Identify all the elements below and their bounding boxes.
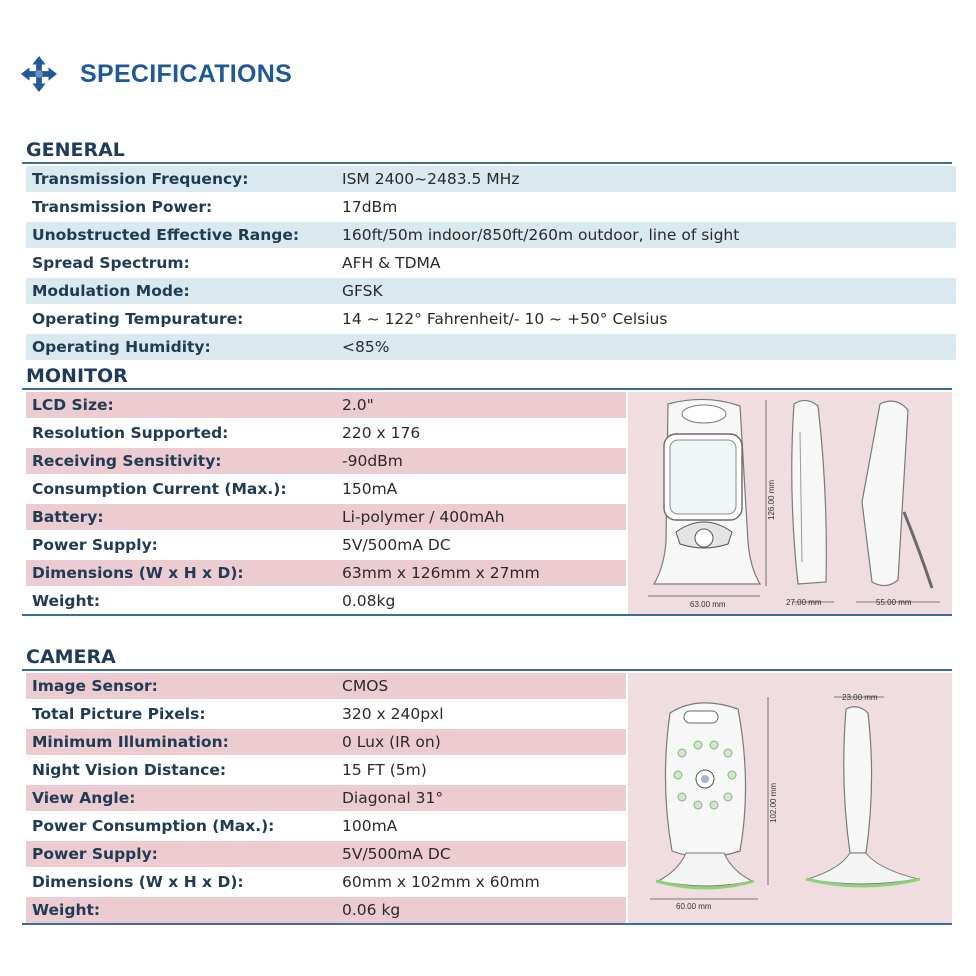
table-row: Resolution Supported: 220 x 176 (32, 424, 421, 442)
table-row: Unobstructed Effective Range: 160ft/50m indoor/850ft/260m outdoor, line of sight (26, 222, 956, 248)
cam-dim-depth-label: 23.00 mm (842, 693, 878, 702)
table-row: Power Supply: 5V/500mA DC (26, 841, 626, 867)
table-row: Power Consumption (Max.): 100mA (32, 817, 398, 835)
dim-stand-label: 55.00 mm (876, 598, 912, 607)
cam-dim-width-label: 60.00 mm (676, 902, 712, 911)
table-row: Power Supply: 5V/500mA DC (32, 536, 451, 554)
table-row: Modulation Mode: GFSK (26, 278, 956, 304)
table-row: Total Picture Pixels: 320 x 240pxl (32, 705, 444, 723)
monitor-drawing-panel (628, 392, 952, 614)
table-row: Operating Tempurature: 14 ~ 122° Fahrenheit/- 10 ~ +50° Celsius (32, 310, 668, 328)
section-heading-monitor: MONITOR (26, 365, 128, 387)
table-row: View Angle: Diagonal 31° (26, 785, 626, 811)
table-row: Dimensions (W x H x D): 60mm x 102mm x 60mm (32, 873, 540, 891)
monitor-front-view (648, 399, 766, 596)
monitor-stand-view (856, 401, 940, 602)
camera-side-view (806, 697, 920, 886)
camera-drawing-panel (628, 673, 952, 923)
table-row: Battery: Li-polymer / 400mAh (26, 504, 626, 530)
table-row: Dimensions (W x H x D): 63mm x 126mm x 27mm (26, 560, 626, 586)
page-title: SPECIFICATIONS (80, 59, 293, 88)
camera-technical-drawing (628, 673, 952, 923)
section-rule-camera-bottom (22, 923, 952, 925)
section-heading-camera: CAMERA (26, 646, 116, 668)
camera-front-view (650, 697, 768, 899)
table-row: Weight: 0.08kg (32, 592, 396, 610)
section-rule-monitor-bottom (22, 614, 952, 616)
monitor-side-view (792, 400, 834, 602)
cam-dim-height-label: 102.00 mm (769, 782, 778, 823)
table-row: Weight: 0.06 kg (26, 897, 626, 923)
table-row: Minimum Illumination: 0 Lux (IR on) (26, 729, 626, 755)
table-row: Spread Spectrum: AFH & TDMA (32, 254, 441, 272)
table-row: Transmission Power: 17dBm (32, 198, 398, 216)
dim-height-label: 126.00 mm (767, 479, 776, 520)
section-rule-camera (22, 669, 952, 671)
page-header (20, 52, 292, 96)
table-row: LCD Size: 2.0" (26, 392, 626, 418)
section-rule-general (22, 162, 952, 164)
table-row: Receiving Sensitivity: -90dBm (26, 448, 626, 474)
table-row: Transmission Frequency: ISM 2400~2483.5 MHz (26, 166, 956, 192)
compass-arrows-icon (20, 55, 58, 93)
monitor-technical-drawing (628, 392, 952, 614)
section-heading-general: GENERAL (26, 139, 125, 161)
section-rule-monitor (22, 388, 952, 390)
table-row: Operating Humidity: <85% (26, 334, 956, 360)
table-row: Image Sensor: CMOS (26, 673, 626, 699)
dim-width-label: 63.00 mm (690, 600, 726, 609)
dim-depth-label: 27.00 mm (786, 598, 822, 607)
table-row: Night Vision Distance: 15 FT (5m) (32, 761, 427, 779)
table-row: Consumption Current (Max.): 150mA (32, 480, 398, 498)
